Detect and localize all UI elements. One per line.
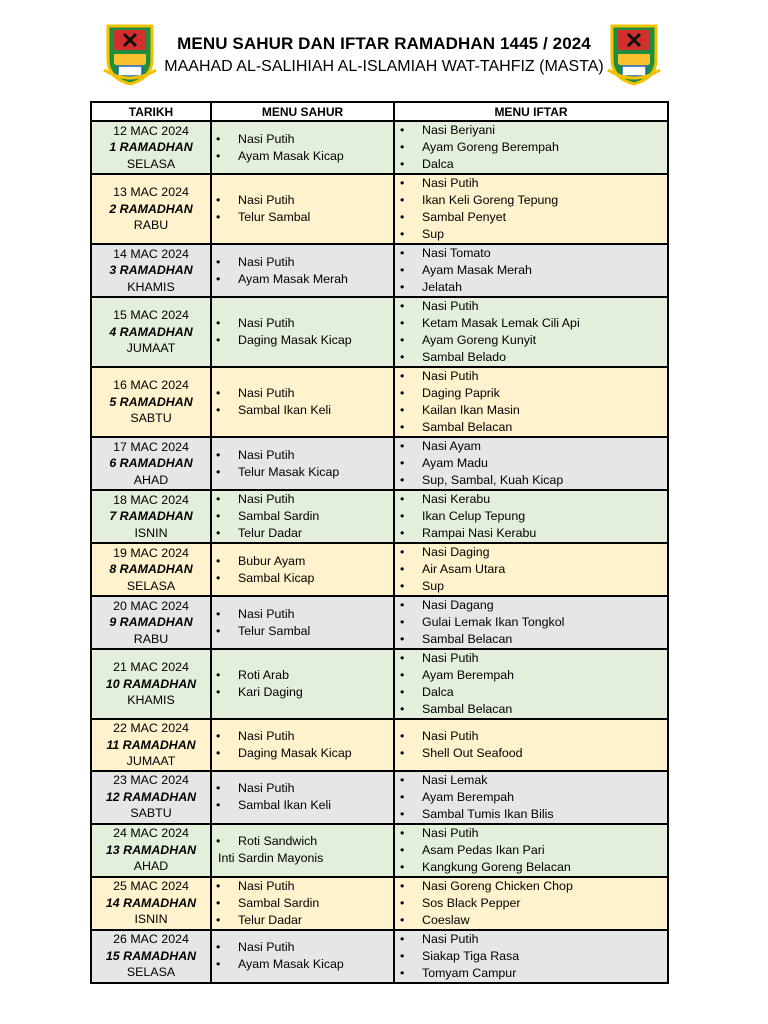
ramadhan-day: 5 RAMADHAN: [109, 394, 193, 409]
list-item: • Nasi Beriyani: [395, 122, 667, 139]
weekday: ISNIN: [134, 912, 168, 927]
date-cell: [91, 877, 211, 930]
page-subtitle: MAAHAD AL-SALIHIAH AL-ISLAMIAH WAT-TAHFIZ (MASTA): [164, 58, 604, 75]
iftar-cell: [394, 543, 668, 596]
iftar-list: [395, 245, 667, 296]
list-item: • Ayam Goreng Kunyit: [395, 332, 667, 349]
iftar-cell: [394, 877, 668, 930]
list-item: • Dalca: [395, 156, 667, 173]
menu-table: [90, 101, 669, 984]
date-cell: [91, 824, 211, 877]
weekday: RABU: [133, 631, 169, 646]
list-item: • Nasi Ayam: [395, 438, 667, 455]
weekday: ISNIN: [134, 525, 168, 540]
list-item: • Sambal Belado: [395, 349, 667, 366]
school-crest-icon: [102, 20, 158, 86]
iftar-cell: [394, 297, 668, 367]
iftar-cell: [394, 490, 668, 543]
table-row: [91, 367, 668, 437]
iftar-list: [395, 491, 667, 542]
list-item: • Nasi Tomato: [395, 245, 667, 262]
ramadhan-day: 7 RAMADHAN: [109, 509, 193, 524]
table-row: [91, 877, 668, 930]
table-row: [91, 297, 668, 367]
list-item: • Nasi Kerabu: [395, 491, 667, 508]
table-row: [91, 490, 668, 543]
list-item: • Nasi Putih: [395, 931, 667, 948]
sahur-cell: [211, 771, 394, 824]
weekday: SABTU: [130, 806, 172, 821]
ramadhan-day: 10 RAMADHAN: [105, 676, 197, 691]
table-row: [91, 174, 668, 244]
table-row: [91, 824, 668, 877]
list-item: • Daging Paprik: [395, 385, 667, 402]
iftar-cell: [394, 596, 668, 649]
ramadhan-day: 4 RAMADHAN: [109, 324, 193, 339]
list-item: • Nasi Putih: [395, 298, 667, 315]
sahur-cell: [211, 824, 394, 877]
sahur-list: [212, 553, 393, 587]
list-item: • Ayam Masak Merah: [212, 271, 393, 288]
sahur-cell: [211, 543, 394, 596]
list-item: • Sup: [395, 226, 667, 243]
list-item: • Sambal Ikan Keli: [212, 797, 393, 814]
header-iftar: MENU IFTAR: [394, 102, 668, 121]
list-item: • Asam Pedas Ikan Pari: [395, 842, 667, 859]
iftar-cell: [394, 174, 668, 244]
list-item: • Ayam Madu: [395, 455, 667, 472]
weekday: JUMAAT: [126, 341, 176, 356]
list-item: • Nasi Putih: [212, 192, 393, 209]
gregorian-date: 18 MAC 2024: [113, 492, 189, 507]
sahur-list: [212, 385, 393, 419]
date-cell: [91, 367, 211, 437]
sahur-list: [212, 491, 393, 542]
iftar-list: [395, 122, 667, 173]
iftar-cell: [394, 121, 668, 174]
sahur-list: [212, 315, 393, 349]
date-cell: [91, 930, 211, 983]
list-item: • Gulai Lemak Ikan Tongkol: [395, 614, 667, 631]
table-row: [91, 649, 668, 719]
list-item: • Ikan Celup Tepung: [395, 508, 667, 525]
sahur-list: [212, 606, 393, 640]
weekday: SELASA: [126, 578, 176, 593]
list-item: • Rampai Nasi Kerabu: [395, 525, 667, 542]
weekday: RABU: [133, 218, 169, 233]
list-item: • Dalca: [395, 684, 667, 701]
ramadhan-day: 1 RAMADHAN: [109, 140, 193, 155]
gregorian-date: 23 MAC 2024: [113, 773, 189, 788]
list-item: • Nasi Putih: [212, 728, 393, 745]
sahur-cell: [211, 121, 394, 174]
list-item: • Nasi Putih: [212, 315, 393, 332]
ramadhan-day: 8 RAMADHAN: [109, 562, 193, 577]
sahur-list: [212, 131, 393, 165]
date-cell: [91, 649, 211, 719]
sahur-cell: [211, 174, 394, 244]
weekday: JUMAAT: [126, 754, 176, 768]
gregorian-date: 22 MAC 2024: [113, 721, 189, 735]
iftar-cell: [394, 719, 668, 771]
list-item: • Sambal Penyet: [395, 209, 667, 226]
sahur-list: [212, 939, 393, 973]
list-item: Inti Sardin Mayonis: [218, 851, 324, 865]
date-cell: [91, 596, 211, 649]
iftar-list: [395, 772, 667, 823]
iftar-cell: [394, 244, 668, 297]
list-item: • Sambal Sardin: [212, 895, 393, 912]
iftar-list: [395, 544, 667, 595]
table-row: [91, 437, 668, 490]
sahur-list: [212, 192, 393, 226]
list-item: • Kari Daging: [212, 684, 393, 701]
list-item: • Nasi Putih: [395, 728, 667, 745]
list-item: • Nasi Putih: [395, 650, 667, 667]
sahur-cell: [211, 930, 394, 983]
list-item: • Sup: [395, 578, 667, 595]
list-item: • Telur Dadar: [212, 912, 393, 929]
sahur-cell: [211, 596, 394, 649]
iftar-cell: [394, 649, 668, 719]
iftar-list: [395, 298, 667, 366]
sahur-cell: [211, 437, 394, 490]
list-item: • Sup, Sambal, Kuah Kicap: [395, 472, 667, 489]
gregorian-date: 16 MAC 2024: [113, 378, 189, 393]
gregorian-date: 20 MAC 2024: [113, 598, 189, 613]
list-item: • Coeslaw: [395, 912, 667, 929]
table-row: [91, 719, 668, 771]
gregorian-date: 13 MAC 2024: [113, 185, 189, 200]
date-cell: [91, 543, 211, 596]
list-item: • Telur Masak Kicap: [212, 464, 393, 481]
list-item: • Telur Sambal: [212, 623, 393, 640]
list-item: • Ayam Masak Merah: [395, 262, 667, 279]
iftar-list: [395, 878, 667, 929]
list-item: • Roti Sandwich: [212, 833, 393, 850]
list-item: • Daging Masak Kicap: [212, 332, 393, 349]
list-item: • Nasi Putih: [212, 385, 393, 402]
table-header-row: [91, 102, 668, 121]
date-cell: [91, 121, 211, 174]
list-item: • Ayam Berempah: [395, 667, 667, 684]
ramadhan-day: 14 RAMADHAN: [105, 895, 197, 910]
menu-table-body: [91, 121, 668, 983]
list-item: • Nasi Putih: [395, 825, 667, 842]
sahur-cell: [211, 244, 394, 297]
ramadhan-day: 15 RAMADHAN: [105, 948, 197, 963]
iftar-cell: [394, 824, 668, 877]
iftar-cell: [394, 367, 668, 437]
weekday: KHAMIS: [127, 279, 175, 294]
list-item: • Nasi Lemak: [395, 772, 667, 789]
list-item: • Tomyam Campur: [395, 965, 667, 982]
list-item: • Nasi Putih: [395, 368, 667, 385]
list-item: • Sambal Sardin: [212, 508, 393, 525]
list-item: • Ayam Masak Kicap: [212, 956, 393, 973]
list-item: • Ayam Masak Kicap: [212, 148, 393, 165]
list-item: • Air Asam Utara: [395, 561, 667, 578]
iftar-cell: [394, 771, 668, 824]
iftar-list: [395, 175, 667, 243]
list-item: • Daging Masak Kicap: [212, 745, 393, 762]
list-item: • Ayam Goreng Berempah: [395, 139, 667, 156]
iftar-list: [395, 650, 667, 718]
date-cell: [91, 297, 211, 367]
list-item: • Ketam Masak Lemak Cili Api: [395, 315, 667, 332]
date-cell: [91, 771, 211, 824]
weekday: AHAD: [133, 472, 169, 487]
weekday: SELASA: [126, 156, 176, 171]
sahur-list: [212, 780, 393, 814]
table-row: [91, 930, 668, 983]
list-item: • Nasi Dagang: [395, 597, 667, 614]
list-item: • Ikan Keli Goreng Tepung: [395, 192, 667, 209]
iftar-list: [395, 825, 667, 876]
ramadhan-day: 6 RAMADHAN: [109, 456, 193, 471]
table-row: [91, 596, 668, 649]
ramadhan-day: 13 RAMADHAN: [105, 842, 197, 857]
gregorian-date: 25 MAC 2024: [113, 879, 189, 894]
gregorian-date: 14 MAC 2024: [113, 246, 189, 261]
iftar-cell: [394, 930, 668, 983]
list-item: • Nasi Putih: [212, 491, 393, 508]
list-item: • Kangkung Goreng Belacan: [395, 859, 667, 876]
list-item: • Jelatah: [395, 279, 667, 296]
ramadhan-day: 12 RAMADHAN: [105, 789, 197, 804]
gregorian-date: 17 MAC 2024: [113, 439, 189, 454]
weekday: KHAMIS: [127, 693, 175, 708]
sahur-cell: [211, 649, 394, 719]
list-item: • Sambal Belacan: [395, 419, 667, 436]
list-item: • Nasi Putih: [395, 175, 667, 192]
gregorian-date: 19 MAC 2024: [113, 545, 189, 560]
list-item: • Sambal Tumis Ikan Bilis: [395, 806, 667, 823]
sahur-list: [212, 254, 393, 288]
list-item: • Nasi Putih: [212, 131, 393, 148]
list-item: • Nasi Daging: [395, 544, 667, 561]
table-row: [91, 771, 668, 824]
weekday: AHAD: [133, 859, 169, 874]
header-date: TARIKH: [91, 102, 211, 121]
iftar-list: [395, 438, 667, 489]
table-row: [91, 121, 668, 174]
list-item: • Shell Out Seafood: [395, 745, 667, 762]
header: [0, 18, 768, 88]
list-item: • Nasi Putih: [212, 447, 393, 464]
date-cell: [91, 174, 211, 244]
list-item: • Sambal Ikan Keli: [212, 402, 393, 419]
list-item: • Nasi Putih: [212, 939, 393, 956]
date-cell: [91, 437, 211, 490]
iftar-list: [395, 368, 667, 436]
ramadhan-day: 3 RAMADHAN: [109, 263, 193, 278]
date-cell: [91, 490, 211, 543]
ramadhan-day: 11 RAMADHAN: [106, 737, 196, 752]
ramadhan-day: 9 RAMADHAN: [109, 615, 193, 630]
school-crest-icon: [606, 20, 662, 86]
sahur-cell: [211, 367, 394, 437]
table-row: [91, 244, 668, 297]
table-row: [91, 543, 668, 596]
list-item: • Nasi Putih: [212, 606, 393, 623]
list-item: • Bubur Ayam: [212, 553, 393, 570]
list-item: • Roti Arab: [212, 667, 393, 684]
date-cell: [91, 719, 211, 771]
sahur-cell: [211, 490, 394, 543]
gregorian-date: 12 MAC 2024: [113, 123, 189, 138]
sahur-list: [212, 878, 393, 929]
weekday: SELASA: [126, 965, 176, 980]
list-item: • Sambal Belacan: [395, 631, 667, 648]
list-item: • Nasi Goreng Chicken Chop: [395, 878, 667, 895]
iftar-cell: [394, 437, 668, 490]
page-title: MENU SAHUR DAN IFTAR RAMADHAN 1445 / 2024: [177, 34, 591, 53]
gregorian-date: 15 MAC 2024: [113, 308, 189, 323]
list-item: • Nasi Putih: [212, 780, 393, 797]
sahur-list: [212, 833, 393, 867]
iftar-list: [395, 728, 667, 762]
list-item: • Nasi Putih: [212, 254, 393, 271]
header-sahur: MENU SAHUR: [211, 102, 394, 121]
list-item: • Nasi Putih: [212, 878, 393, 895]
iftar-list: [395, 931, 667, 982]
sahur-list: [212, 728, 393, 762]
weekday: SABTU: [130, 411, 172, 426]
ramadhan-day: 2 RAMADHAN: [109, 201, 193, 216]
iftar-list: [395, 597, 667, 648]
date-cell: [91, 244, 211, 297]
list-item: • Sos Black Pepper: [395, 895, 667, 912]
list-item: • Telur Sambal: [212, 209, 393, 226]
list-item: • Siakap Tiga Rasa: [395, 948, 667, 965]
sahur-list: [212, 447, 393, 481]
gregorian-date: 26 MAC 2024: [113, 932, 189, 947]
sahur-cell: [211, 297, 394, 367]
sahur-cell: [211, 719, 394, 771]
list-item: • Sambal Kicap: [212, 570, 393, 587]
sahur-list: [212, 667, 393, 701]
list-item: • Kailan Ikan Masin: [395, 402, 667, 419]
list-item: • Ayam Berempah: [395, 789, 667, 806]
gregorian-date: 24 MAC 2024: [113, 826, 189, 841]
list-item: • Sambal Belacan: [395, 701, 667, 718]
gregorian-date: 21 MAC 2024: [113, 660, 189, 675]
list-item: • Telur Dadar: [212, 525, 393, 542]
sahur-cell: [211, 877, 394, 930]
